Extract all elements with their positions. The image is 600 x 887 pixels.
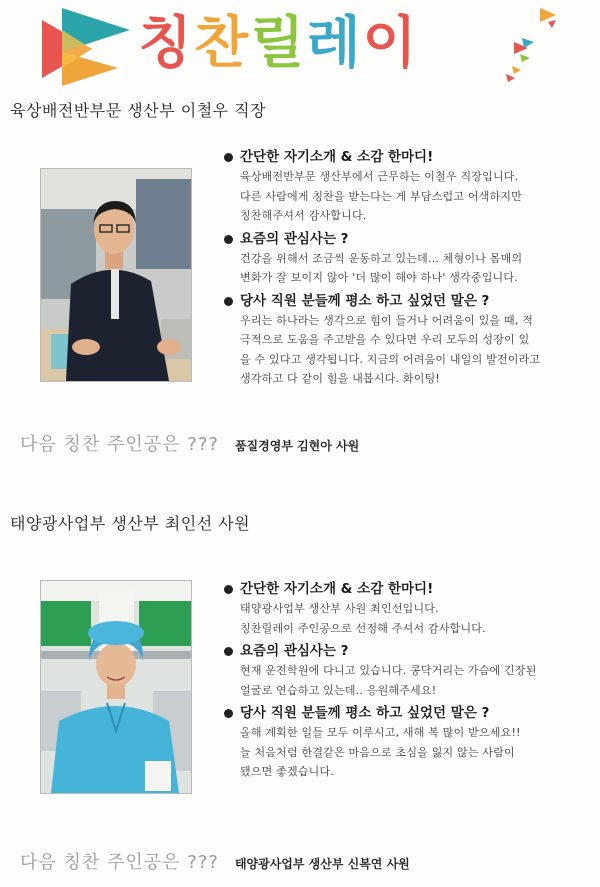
- photo-man-at-desk: [40, 168, 192, 382]
- question-interests: 요즘의 관심사는 ?: [222, 230, 594, 249]
- answer-line: 생각하고 다 같이 힘을 내봅시다. 화이팅!: [240, 372, 441, 385]
- answer-line: 을 수 있다고 생각됩니다. 지금의 어려움이 내일의 발전이라고: [240, 352, 541, 366]
- answer-interests: [222, 249, 594, 288]
- qa-item: [222, 580, 594, 638]
- answer-line: 현재 운전학원에 다니고 있습니다. 콩닥거리는 가슴에 긴장된: [240, 664, 537, 677]
- answer-line: 올해 계획한 일들 모두 이루시고, 새해 복 많이 받으세요!!: [240, 726, 521, 739]
- banner-title: [138, 12, 419, 76]
- answer-line: 육상배전반부문 생산부에서 근무하는 이철우 직장입니다.: [240, 170, 519, 183]
- question-intro: 간단한 자기소개 & 소감 한마디!: [222, 580, 594, 599]
- title-char-5: 이: [362, 11, 419, 76]
- photo-woman-cleanroom: [40, 580, 192, 794]
- qa-item: [222, 704, 594, 782]
- next-nominee-label: 다음 칭찬 주인공은 ???: [20, 852, 219, 873]
- question-message: 당사 직원 분들께 평소 하고 싶었던 말은 ?: [222, 292, 594, 311]
- next-nominee-label: 다음 칭찬 주인공은 ???: [20, 434, 219, 455]
- section-1-heading: 육상배전반부문 생산부 이철우 직장: [10, 101, 267, 120]
- qa-item: [222, 230, 594, 288]
- title-char-4: 레: [306, 11, 363, 76]
- question-message: 당사 직원 분들께 평소 하고 싶었던 말은 ?: [222, 704, 594, 723]
- next-nominee-name: 품질경영부 김현아 사원: [234, 439, 360, 453]
- answer-line: 얼굴로 연습하고 있는데.. 응원해주세요!: [240, 683, 437, 697]
- section-2-heading: 태양광사업부 생산부 최인선 사원: [10, 514, 251, 533]
- answer-intro: [222, 167, 594, 226]
- answer-line: 우리는 하나라는 생각으로 힘이 들거나 어려움이 있을 때, 적: [240, 313, 534, 327]
- answer-line: 늘 처음처럼 한결같은 마음으로 초심을 잃지 않는 사람이: [240, 745, 515, 759]
- title-char-2: 찬: [194, 11, 251, 76]
- answer-line: 태양광사업부 생산부 사원 최인선입니다.: [240, 602, 439, 615]
- question-intro: 간단한 자기소개 & 소감 한마디!: [222, 148, 594, 167]
- banner: [0, 0, 600, 92]
- answer-line: 극적으로 도움을 주고받을 수 있다면 우리 모두의 성장이 있: [240, 333, 530, 346]
- answer-line: 변화가 잘 보이지 않아 '더 많이 해야 하나' 생각중입니다.: [240, 271, 518, 284]
- qa-item: [222, 148, 594, 226]
- answer-message: [222, 311, 594, 389]
- title-char-3: 릴: [250, 11, 307, 76]
- answer-line: 건강을 위해서 조금씩 운동하고 있는데... 체형이나 몸매의: [240, 251, 523, 265]
- question-interests: 요즘의 관심사는 ?: [222, 642, 594, 661]
- answer-line: 칭찬해주셔서 감사합니다.: [240, 209, 367, 222]
- answer-line: 다른 사람에게 칭찬을 받는다는 게 부담스럽고 어색하지만: [240, 189, 523, 203]
- answer-line: 칭찬릴레이 주인공으로 선정해 주셔서 감사합니다.: [240, 621, 486, 635]
- answer-message: [222, 723, 594, 782]
- next-nominee-2: [20, 848, 410, 874]
- section-1-qa: [222, 148, 594, 393]
- qa-item: [222, 292, 594, 389]
- next-nominee-1: [20, 430, 359, 456]
- next-nominee-name: 태양광사업부 생산부 신복연 사원: [234, 857, 410, 871]
- answer-interests: [222, 661, 594, 700]
- answer-line: 됐으면 좋겠습니다.: [240, 765, 335, 778]
- qa-item: [222, 642, 594, 700]
- answer-intro: [222, 599, 594, 638]
- title-char-1: 칭: [138, 11, 195, 76]
- section-2-qa: [222, 580, 594, 786]
